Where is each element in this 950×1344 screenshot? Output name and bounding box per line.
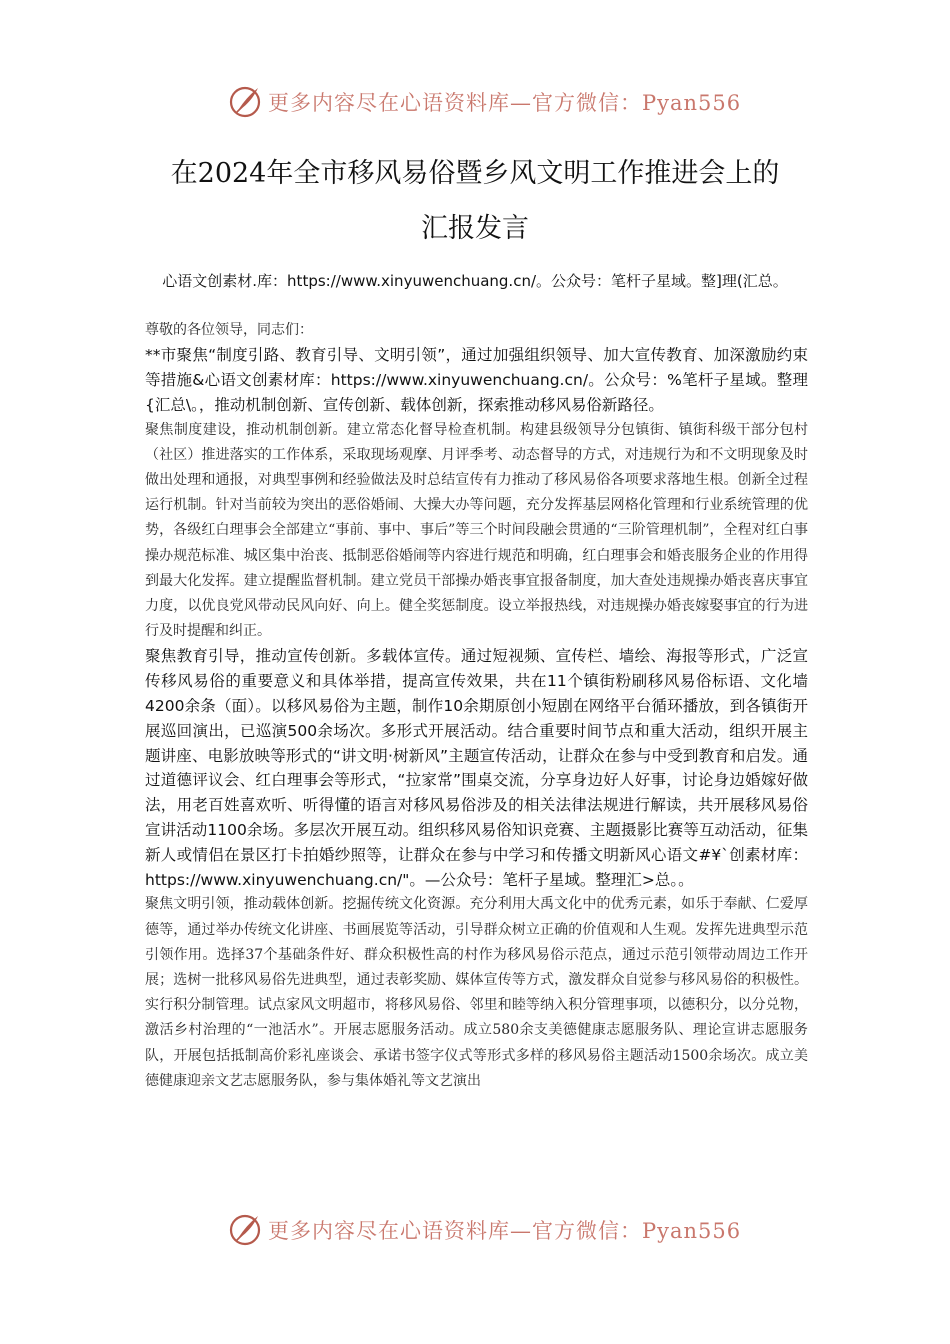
source-line: 心语文创素材.库：https://www.xinyuwenchuang.cn/。公众号：笔杆子星域。整]理(汇总。 — [162, 272, 788, 290]
feather-quill-icon — [228, 84, 264, 120]
feather-quill-icon — [228, 1212, 264, 1248]
document-body — [145, 318, 808, 1094]
watermark-banner-top — [228, 82, 741, 122]
paragraph-intro: **市聚焦“制度引路、教育引导、文明引领”，通过加强组织领导、加大宣传教育、加深激励约束等措施&心语文创素材库：https://www.xinyuwenchuang.cn/。公众号：%笔杆子星域。整理{汇总\。，推动机制创新、宣传创新、载体创新，探索推动移风易俗新路径。 — [145, 346, 808, 414]
watermark-banner-bottom — [228, 1210, 741, 1250]
paragraph-education: 聚焦教育引导，推动宣传创新。多载体宣传。通过短视频、宣传栏、墙绘、海报等形式，广泛宣传移风易俗的重要意义和具体举措，提高宣传效果，共在11个镇街粉刷移风易俗标语、文化墙4200余条（面）。以移风易俗为主题，制作10余期原创小短剧在网络平台循环播放，到各镇街开展巡回演出，已巡演500余场次。多形式开展活动。结合重要时间节点和重大活动，组织开展主题讲座、电影放映等形式的“讲文明·树新风”主题宣传活动，让群众在参与中受到教育和启发。通过道德评议会、红白理事会等形式，“拉家常”围桌交流，分享身边好人好事，讨论身边婚嫁好做法，用老百姓喜欢听、听得懂的语言对移风易俗涉及的相关法律法规进行解读，共开展移风易俗宣讲活动1100余场。多层次开展互动。组织移风易俗知识竞赛、主题摄影比赛等互动活动，征集新人或情侣在景区打卡拍婚纱照等，让群众在参与中学习和传播文明新风心语文#¥`创素材库：https://www.xinyuwenchuang.cn/"。—公众号：笔杆子星域。整理汇>总。。 — [145, 647, 808, 889]
paragraph-institution: 聚焦制度建设，推动机制创新。建立常态化督导检查机制。构建县级领导分包镇街、镇街科级干部分包村（社区）推进落实的工作体系，采取现场观摩、月评季考、动态督导的方式，对违规行为和不文明现象及时做出处理和通报，对典型事例和经验做法及时总结宣传有力推动了移风易俗各项要求落地生根。创新全过程运行机制。针对当前较为突出的恶俗婚闹、大操大办等问题，充分发挥基层网格化管理和行业系统管理的优势，各级红白理事会全部建立“事前、事中、事后”等三个时间段融会贯通的“三阶管理机制”，全程对红白事操办规范标准、城区集中治丧、抵制恶俗婚闹等内容进行规范和明确，红白理事会和婚丧服务企业的作用得到最大化发挥。建立提醒监督机制。建立党员干部操办婚丧事宜报备制度，加大查处违规操办婚丧喜庆事宜力度，以优良党风带动民风向好、向上。健全奖惩制度。设立举报热线，对违规操办婚丧嫁娶事宜的行为进行及时提醒和纠正。 — [145, 421, 808, 640]
watermark-text: 更多内容尽在心语资料库—官方微信：Pyan556 — [268, 1219, 742, 1243]
greeting: 尊敬的各位领导，同志们： — [145, 322, 313, 338]
paragraph-civilization: 聚焦文明引领，推动载体创新。挖掘传统文化资源。充分利用大禹文化中的优秀元素，如乐于奉献、仁爱厚德等，通过举办传统文化讲座、书画展览等活动，引导群众树立正确的价值观和人生观。发挥先进典型示范引领作用。选择37个基础条件好、群众积极性高的村作为移风易俗示范点，通过示范引领带动周边工作开展；选树一批移风易俗先进典型，通过表彰奖励、媒体宣传等方式，激发群众自觉参与移风易俗的积极性。实行积分制管理。试点家风文明超市，将移风易俗、邻里和睦等纳入积分管理事项，以德积分，以分兑物，激活乡村治理的“一池活水”。开展志愿服务活动。成立580余支美德健康志愿服务队、理论宣讲志愿服务队，开展包括抵制高价彩礼座谈会、承诺书签字仪式等形式多样的移风易俗主题活动1500余场次。成立美德健康迎亲文艺志愿服务队，参与集体婚礼等文艺演出 — [145, 896, 808, 1089]
page-title — [0, 146, 950, 256]
title-line-1: 在2024年全市移风易俗暨乡风文明工作推进会上的 — [170, 158, 780, 189]
title-line-2: 汇报发言 — [421, 213, 529, 244]
watermark-text: 更多内容尽在心语资料库—官方微信：Pyan556 — [268, 91, 742, 115]
